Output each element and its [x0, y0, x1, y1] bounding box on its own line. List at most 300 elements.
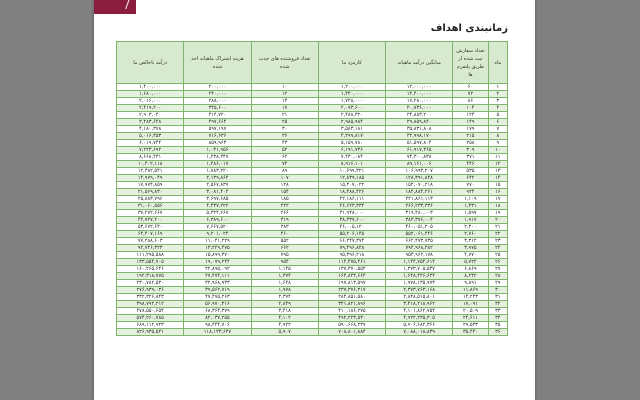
table-row — [117, 315, 508, 322]
cell-avg-income: ۷۹۴,۹۶۸,۴۸۲ — [386, 245, 453, 252]
cell-orders: ۲۵۸ — [453, 140, 488, 147]
table-row — [117, 84, 508, 91]
cell-sellers: ۵۲ — [251, 147, 318, 154]
table-row — [117, 133, 508, 140]
cell-subscription: ۴۱۴,۷۲۰ — [184, 112, 251, 119]
cell-subscription: ۲۰۰,۰۰۰ — [184, 84, 251, 91]
cell-commission: ۹۵,۳۹۶,۲۱۸ — [318, 252, 385, 259]
cell-orders: ۲۱۵ — [453, 133, 488, 140]
cell-commission: ۶۶,۲۴۷,۳۷۴ — [318, 238, 385, 245]
cell-commission: ۱۶۴,۸۴۴,۶۶۴ — [318, 273, 385, 280]
cell-sellers: ۲۱ — [251, 112, 318, 119]
cell-avg-income: ۳۱۹,۴۸۰,۰۰۳ — [386, 210, 453, 217]
cell-commission: ۳,۵۸۳,۱۸۱ — [318, 126, 385, 133]
cell-sellers: ۶۶۲ — [251, 245, 318, 252]
header-orders: تعداد سفارش ثبت شده از طریق پلتفرم ها — [453, 42, 488, 84]
cell-commission: ۱۵,۴۰۷,۰۲۲ — [318, 182, 385, 189]
cell-sellers: ۶۲ — [251, 154, 318, 161]
cell-gross-income: ۱۳۳,۵۵۴,۷۰۵ — [117, 259, 184, 266]
cell-orders: ۸۶ — [453, 98, 488, 105]
table-row — [117, 175, 508, 182]
cell-orders: ۲,۷۶۰ — [453, 231, 488, 238]
cell-sellers: ۴,۱۰۲ — [251, 315, 318, 322]
cell-orders: ۲۹,۵۳۳ — [453, 322, 488, 329]
cell-avg-income: ۱۰۶,۹۹۳,۲۰۷ — [386, 168, 453, 175]
cell-subscription: ۸۵۹,۹۶۳ — [184, 140, 251, 147]
cell-avg-income: ۶۶۲,۴۷۳,۷۳۵ — [386, 238, 453, 245]
cell-month: ۱۵ — [488, 182, 507, 189]
table-header-row — [117, 42, 508, 84]
cell-sellers: ۱۲۸ — [251, 182, 318, 189]
cell-sellers: ۱۰۷ — [251, 175, 318, 182]
cell-commission: ۴۱۰,۱۸۶,۲۷۵ — [318, 308, 385, 315]
table-row — [117, 98, 508, 105]
cell-sellers: ۳۸۳ — [251, 224, 318, 231]
cell-sellers: ۵,۹۰۷ — [251, 329, 318, 336]
cell-avg-income: ۲۴,۸۸۳,۲۰۰ — [386, 112, 453, 119]
cell-commission: ۳۱,۹۴۸,۰۰۰ — [318, 210, 385, 217]
cell-subscription: ۱,۲۳۸,۳۴۷ — [184, 154, 251, 161]
cell-sellers: ۳,۴۱۸ — [251, 308, 318, 315]
cell-commission: ۱۹۷,۸۱۳,۵۹۷ — [318, 280, 385, 287]
cell-subscription: ۲۴۰,۰۰۰ — [184, 91, 251, 98]
cell-sellers: ۱,۳۷۴ — [251, 273, 318, 280]
cell-avg-income: ۲,۸۴۸,۵۱۵,۸۰۱ — [386, 294, 453, 301]
document-page — [94, 0, 535, 400]
cell-subscription: ۱۱۸,۱۳۳,۶۴۷ — [184, 329, 251, 336]
cell-subscription: ۲,۵۶۷,۸۳۷ — [184, 182, 251, 189]
cell-subscription: ۱,۰۳۱,۹۵۶ — [184, 147, 251, 154]
cell-commission: ۱۲,۸۳۹,۱۸۵ — [318, 175, 385, 182]
cell-gross-income: ۹۲,۷۴۶,۳۲۳ — [117, 245, 184, 252]
table-row — [117, 238, 508, 245]
cell-month: ۴ — [488, 105, 507, 112]
table-row — [117, 91, 508, 98]
cell-sellers: ۳۶ — [251, 133, 318, 140]
table-row — [117, 105, 508, 112]
cell-orders: ۹,۸۹۱ — [453, 280, 488, 287]
cell-commission: ۱۰,۶۹۹,۳۲۱ — [318, 168, 385, 175]
cell-gross-income: ۳۷,۲۷۲,۶۶۷ — [117, 210, 184, 217]
cell-subscription: ۲۲,۸۹۵,۰۹۲ — [184, 266, 251, 273]
table-row — [117, 196, 508, 203]
cell-month: ۲۸ — [488, 273, 507, 280]
table-row — [117, 273, 508, 280]
table-row — [117, 147, 508, 154]
cell-month: ۳۶ — [488, 329, 507, 336]
cell-month: ۳۴ — [488, 315, 507, 322]
cell-orders: ۱,۳۳۱ — [453, 203, 488, 210]
cell-commission: ۱۳۷,۳۷۰,۵۵۴ — [318, 266, 385, 273]
cell-orders: ۱,۹۱۷ — [453, 217, 488, 224]
header-commission: کارمزد ما — [318, 42, 385, 84]
table-row — [117, 203, 508, 210]
cell-avg-income: ۵۱,۵۹۷,۸۰۴ — [386, 140, 453, 147]
cell-sellers: ۱۷ — [251, 105, 318, 112]
cell-gross-income: ۳۱,۰۶۰,۵۵۶ — [117, 203, 184, 210]
cell-orders: ۶,۸۶۹ — [453, 266, 488, 273]
cell-commission: ۵۹۰,۶۶۸,۲۳۷ — [318, 322, 385, 329]
cell-sellers: ۲۲۲ — [251, 203, 318, 210]
cell-orders: ۱۲۴ — [453, 112, 488, 119]
cell-sellers: ۱۸۵ — [251, 196, 318, 203]
table-row — [117, 252, 508, 259]
cell-gross-income: ۴۷۸,۵۵۰,۶۵۴ — [117, 308, 184, 315]
cell-sellers: ۳۱۹ — [251, 217, 318, 224]
cell-subscription: ۳۹,۵۶۲,۷۱۹ — [184, 287, 251, 294]
cell-gross-income: ۲,۴۱۹,۲۰۰ — [117, 105, 184, 112]
cell-commission: ۱۱۴,۴۷۵,۴۶۱ — [318, 259, 385, 266]
cell-month: ۹ — [488, 140, 507, 147]
cell-commission: ۲۳۷,۳۷۶,۳۱۷ — [318, 287, 385, 294]
cell-orders: ۷۷۰ — [453, 182, 488, 189]
cell-commission: ۱,۴۴۰,۰۰۰ — [318, 91, 385, 98]
cell-month: ۲۰ — [488, 217, 507, 224]
cell-subscription: ۹,۲۰۱,۰۲۴ — [184, 231, 251, 238]
cell-subscription: ۹۸,۴۴۴,۷۰۶ — [184, 322, 251, 329]
cell-sellers: ۸۹ — [251, 168, 318, 175]
cell-avg-income: ۶۱,۹۱۷,۳۶۵ — [386, 147, 453, 154]
cell-commission: ۷۰۸,۸۰۱,۸۸۴ — [318, 329, 385, 336]
cell-month: ۲۹ — [488, 280, 507, 287]
cell-orders: ۶۴۲ — [453, 175, 488, 182]
cell-subscription: ۲,۱۳۹,۸۶۴ — [184, 175, 251, 182]
cell-subscription: ۳,۶۹۷,۶۸۵ — [184, 196, 251, 203]
cell-orders: ۳۵,۴۴۰ — [453, 329, 488, 336]
cell-orders: ۶۰ — [453, 84, 488, 91]
cell-gross-income: ۱,۶۸۰,۰۰۰ — [117, 91, 184, 98]
cell-commission: ۷۹,۴۹۶,۸۴۸ — [318, 245, 385, 252]
cell-gross-income: ۱۷,۹۷۴,۸۵۹ — [117, 182, 184, 189]
cell-month: ۳۵ — [488, 322, 507, 329]
cell-gross-income: ۴۴,۷۲۷,۲۰۰ — [117, 217, 184, 224]
schedule-table — [116, 41, 508, 336]
cell-orders: ۲,۳۰۰ — [453, 224, 488, 231]
page-mark — [119, 0, 130, 9]
cell-sellers: ۴,۹۲۲ — [251, 322, 318, 329]
cell-subscription: ۳۴۵,۶۰۰ — [184, 105, 251, 112]
cell-gross-income: ۶۸۹,۱۱۲,۹۴۳ — [117, 322, 184, 329]
cell-sellers: ۱۵۴ — [251, 189, 318, 196]
cell-month: ۶ — [488, 119, 507, 126]
cell-orders: ۳۰۹ — [453, 147, 488, 154]
cell-subscription: ۴۷,۴۷۵,۲۶۳ — [184, 294, 251, 301]
cell-commission: ۱,۷۲۸,۰۰۰ — [318, 98, 385, 105]
cell-avg-income: ۱۷,۲۸۰,۰۰۰ — [386, 98, 453, 105]
cell-subscription: ۱۹,۰۷۹,۲۴۴ — [184, 259, 251, 266]
table-row — [117, 322, 508, 329]
cell-gross-income: ۸,۶۶۸,۴۳۱ — [117, 154, 184, 161]
cell-avg-income: ۲,۳۷۳,۷۶۳,۱۶۸ — [386, 287, 453, 294]
table-row — [117, 140, 508, 147]
cell-commission: ۴۹۲,۲۲۳,۵۳۰ — [318, 315, 385, 322]
cell-orders: ۱,۵۹۷ — [453, 210, 488, 217]
cell-subscription: ۲۷,۴۷۴,۱۱۱ — [184, 273, 251, 280]
cell-orders: ۲۰,۵۰۹ — [453, 308, 488, 315]
cell-sellers: ۴۳ — [251, 140, 318, 147]
cell-gross-income: ۱۶۰,۲۶۵,۶۴۶ — [117, 266, 184, 273]
cell-subscription: ۶۸,۳۶۴,۳۷۹ — [184, 308, 251, 315]
cell-subscription: ۱۳,۲۴۹,۴۷۵ — [184, 245, 251, 252]
cell-subscription: ۱,۷۸۳,۲۲۰ — [184, 168, 251, 175]
cell-avg-income: ۳,۴۱۸,۲۱۸,۹۶۲ — [386, 301, 453, 308]
cell-gross-income: ۲۱,۵۶۹,۸۳۰ — [117, 189, 184, 196]
cell-month: ۲۵ — [488, 252, 507, 259]
cell-subscription: ۶,۳۸۹,۶۰۰ — [184, 217, 251, 224]
table-row — [117, 112, 508, 119]
table-row — [117, 308, 508, 315]
cell-subscription: ۵۹۷,۱۹۷ — [184, 126, 251, 133]
cell-orders: ۳,۳۱۲ — [453, 238, 488, 245]
cell-orders: ۱۱,۸۶۹ — [453, 287, 488, 294]
header-accent-block — [94, 0, 136, 14]
cell-orders: ۴,۷۷۰ — [453, 252, 488, 259]
cell-subscription: ۵۶,۹۷۰,۳۱۶ — [184, 301, 251, 308]
cell-gross-income: ۴,۱۸۰,۳۷۸ — [117, 126, 184, 133]
cell-month: ۱۶ — [488, 189, 507, 196]
cell-subscription: ۳,۰۸۱,۴۰۴ — [184, 189, 251, 196]
cell-month: ۱۱ — [488, 154, 507, 161]
cell-gross-income: ۷۷,۲۸۸,۶۰۳ — [117, 238, 184, 245]
cell-avg-income: ۱۸۴,۸۸۴,۲۶۱ — [386, 189, 453, 196]
cell-commission: ۲۸۴,۸۵۱,۵۸۰ — [318, 294, 385, 301]
header-month: ماه — [488, 42, 507, 84]
cell-sellers: ۲۵ — [251, 119, 318, 126]
table-row — [117, 266, 508, 273]
cell-month: ۲ — [488, 91, 507, 98]
cell-avg-income: ۱۲۸,۳۹۱,۸۴۸ — [386, 175, 453, 182]
cell-orders: ۷۲ — [453, 91, 488, 98]
schedule-table-container — [116, 41, 508, 400]
cell-orders: ۱۷۹ — [453, 126, 488, 133]
table-row — [117, 280, 508, 287]
cell-sellers: ۱۰ — [251, 84, 318, 91]
cell-subscription: ۴۹۷,۶۶۴ — [184, 119, 251, 126]
cell-avg-income: ۱۲,۰۰۰,۰۰۰ — [386, 84, 453, 91]
table-row — [117, 301, 508, 308]
cell-gross-income: ۲۷۶,۹۳۹,۰۳۶ — [117, 287, 184, 294]
cell-avg-income: ۷۴,۳۰۰,۸۳۸ — [386, 154, 453, 161]
cell-month: ۲۴ — [488, 245, 507, 252]
cell-avg-income: ۱,۶۴۸,۴۴۶,۶۴۴ — [386, 273, 453, 280]
cell-month: ۱۳ — [488, 168, 507, 175]
cell-avg-income: ۱,۳۷۳,۷۰۵,۵۳۷ — [386, 266, 453, 273]
cell-month: ۲۱ — [488, 224, 507, 231]
table-row — [117, 259, 508, 266]
cell-avg-income: ۳۸۳,۳۷۶,۰۰۴ — [386, 217, 453, 224]
cell-commission: ۲,۹۸۵,۹۸۴ — [318, 119, 385, 126]
cell-gross-income: ۱۲,۴۸۲,۵۴۱ — [117, 168, 184, 175]
cell-sellers: ۷۴ — [251, 161, 318, 168]
cell-orders: ۱۰۴ — [453, 105, 488, 112]
cell-month: ۵ — [488, 112, 507, 119]
cell-commission: ۳۸,۳۳۷,۶۰۰ — [318, 217, 385, 224]
cell-gross-income: ۱,۴۰۰,۰۰۰ — [117, 84, 184, 91]
cell-month: ۳۲ — [488, 301, 507, 308]
cell-subscription: ۷۱۶,۶۳۶ — [184, 133, 251, 140]
table-body — [117, 84, 508, 336]
cell-subscription: ۷,۶۶۷,۵۲۰ — [184, 224, 251, 231]
table-row — [117, 287, 508, 294]
cell-commission: ۴۶,۰۰۵,۱۲۰ — [318, 224, 385, 231]
cell-commission: ۲,۰۷۳,۶۰۰ — [318, 105, 385, 112]
cell-avg-income: ۱,۹۷۸,۱۳۵,۹۷۳ — [386, 280, 453, 287]
cell-gross-income: ۸۲۶,۹۳۵,۵۳۱ — [117, 329, 184, 336]
cell-sellers: ۱,۹۷۸ — [251, 287, 318, 294]
cell-commission: ۲,۴۸۸,۳۲۰ — [318, 112, 385, 119]
cell-month: ۱ — [488, 84, 507, 91]
cell-subscription: ۱۵,۸۹۹,۳۷۰ — [184, 252, 251, 259]
cell-avg-income: ۲۶۶,۲۳۳,۳۳۶ — [386, 203, 453, 210]
cell-gross-income: ۶,۰۱۹,۷۴۴ — [117, 140, 184, 147]
cell-month: ۷ — [488, 126, 507, 133]
cell-avg-income: ۱۵۴,۰۷۰,۲۱۸ — [386, 182, 453, 189]
cell-gross-income: ۲,۰۱۶,۰۰۰ — [117, 98, 184, 105]
cell-commission: ۵۵,۲۰۶,۱۴۵ — [318, 231, 385, 238]
cell-gross-income: ۱۰,۴۰۲,۱۱۸ — [117, 161, 184, 168]
cell-orders: ۵۳۵ — [453, 168, 488, 175]
header-sellers: تعداد فروشنده های جذب شده — [251, 42, 318, 84]
cell-subscription: ۲۸۸,۰۰۰ — [184, 98, 251, 105]
cell-sellers: ۲,۳۷۴ — [251, 294, 318, 301]
cell-avg-income: ۱,۱۴۴,۷۵۴,۶۱۴ — [386, 259, 453, 266]
cell-orders: ۱۷,۰۹۱ — [453, 301, 488, 308]
cell-month: ۲۷ — [488, 266, 507, 273]
table-row — [117, 161, 508, 168]
section-title: زمانبندی اهداف — [430, 23, 508, 34]
cell-gross-income: ۶۴,۴۰۷,۱۶۹ — [117, 231, 184, 238]
cell-sellers: ۱,۱۴۵ — [251, 266, 318, 273]
cell-commission: ۱۸,۴۸۸,۴۲۶ — [318, 189, 385, 196]
cell-sellers: ۲,۸۴۹ — [251, 301, 318, 308]
cell-month: ۲۳ — [488, 238, 507, 245]
cell-commission: ۵,۱۵۹,۷۸۰ — [318, 140, 385, 147]
cell-commission: ۱,۲۰۰,۰۰۰ — [318, 84, 385, 91]
table-row — [117, 210, 508, 217]
cell-orders: ۸,۲۴۲ — [453, 273, 488, 280]
table-row — [117, 231, 508, 238]
cell-orders: ۹۲۴ — [453, 189, 488, 196]
cell-month: ۳۱ — [488, 294, 507, 301]
cell-month: ۲۶ — [488, 259, 507, 266]
cell-avg-income: ۲۹,۸۵۹,۸۴۰ — [386, 119, 453, 126]
table-row — [117, 154, 508, 161]
cell-avg-income: ۷,۰۸۸,۰۱۸,۸۳۹ — [386, 329, 453, 336]
cell-avg-income: ۳۵,۸۳۱,۸۰۸ — [386, 126, 453, 133]
cell-month: ۳۳ — [488, 308, 507, 315]
cell-subscription: ۳۲,۹۶۸,۹۳۳ — [184, 280, 251, 287]
cell-gross-income: ۲,۹۰۳,۰۴۰ — [117, 112, 184, 119]
cell-avg-income: ۴۲,۹۹۸,۱۷۰ — [386, 133, 453, 140]
cell-sellers: ۵۵۲ — [251, 238, 318, 245]
cell-month: ۸ — [488, 133, 507, 140]
cell-gross-income: ۲۵,۸۸۳,۷۹۶ — [117, 196, 184, 203]
header-gross-income: درآمد ناخالص ما — [117, 42, 184, 84]
cell-month: ۱۰ — [488, 147, 507, 154]
cell-gross-income: ۷,۲۲۳,۶۹۲ — [117, 147, 184, 154]
cell-avg-income: ۴۶۰,۰۵۱,۲۰۵ — [386, 224, 453, 231]
cell-avg-income: ۲۲۱,۸۶۱,۱۱۳ — [386, 196, 453, 203]
cell-sellers: ۱۲ — [251, 91, 318, 98]
cell-orders: ۲۴,۶۱۱ — [453, 315, 488, 322]
cell-month: ۳ — [488, 98, 507, 105]
cell-month: ۱۴ — [488, 175, 507, 182]
cell-gross-income: ۲۳۰,۷۸۲,۵۳۰ — [117, 280, 184, 287]
cell-gross-income: ۳۹۸,۷۹۲,۲۱۲ — [117, 301, 184, 308]
cell-commission: ۳۴۱,۸۲۱,۸۹۶ — [318, 301, 385, 308]
cell-commission: ۲۶,۶۲۳,۳۳۴ — [318, 203, 385, 210]
cell-avg-income: ۲۰,۷۳۶,۰۰۰ — [386, 105, 453, 112]
cell-avg-income: ۴,۹۲۲,۲۳۵,۳۰۵ — [386, 315, 453, 322]
cell-commission: ۲۲,۱۸۶,۱۱۱ — [318, 196, 385, 203]
cell-commission: ۷,۴۳۰,۰۸۴ — [318, 154, 385, 161]
cell-gross-income: ۵,۰۱۶,۴۵۳ — [117, 133, 184, 140]
cell-gross-income: ۳۳۲,۳۲۶,۸۴۳ — [117, 294, 184, 301]
cell-subscription: ۴,۴۳۷,۲۲۲ — [184, 203, 251, 210]
cell-gross-income: ۱۹۲,۳۱۸,۷۷۵ — [117, 273, 184, 280]
cell-gross-income: ۳,۴۸۳,۶۴۸ — [117, 119, 184, 126]
cell-avg-income: ۵,۹۰۶,۶۸۲,۳۶۶ — [386, 322, 453, 329]
cell-commission: ۸,۹۱۶,۱۰۱ — [318, 161, 385, 168]
table-row — [117, 182, 508, 189]
cell-month: ۳۰ — [488, 287, 507, 294]
table-row — [117, 245, 508, 252]
cell-avg-income: ۵۵۲,۰۶۱,۴۴۶ — [386, 231, 453, 238]
cell-orders: ۱۴,۲۴۳ — [453, 294, 488, 301]
cell-month: ۱۷ — [488, 196, 507, 203]
table-row — [117, 168, 508, 175]
cell-avg-income: ۴,۱۰۱,۸۶۲,۷۵۴ — [386, 308, 453, 315]
cell-gross-income: ۱۴,۹۷۹,۰۴۹ — [117, 175, 184, 182]
cell-month: ۱۲ — [488, 161, 507, 168]
table-row — [117, 224, 508, 231]
table-row — [117, 217, 508, 224]
cell-sellers: ۹۵۴ — [251, 259, 318, 266]
cell-avg-income: ۱۴,۴۰۰,۰۰۰ — [386, 91, 453, 98]
cell-sellers: ۱,۶۴۸ — [251, 280, 318, 287]
cell-orders: ۳,۹۷۵ — [453, 245, 488, 252]
cell-subscription: ۱,۴۸۶,۰۱۷ — [184, 161, 251, 168]
cell-sellers: ۱۴ — [251, 98, 318, 105]
cell-avg-income: ۸۹,۱۶۱,۰۰۶ — [386, 161, 453, 168]
cell-gross-income: ۱۱۱,۲۹۵,۵۸۸ — [117, 252, 184, 259]
cell-subscription: ۵,۳۲۴,۶۶۷ — [184, 210, 251, 217]
cell-subscription: ۱۱,۰۴۱,۲۲۹ — [184, 238, 251, 245]
cell-orders: ۱,۱۰۹ — [453, 196, 488, 203]
cell-gross-income: ۵۷۴,۲۶۰,۷۸۵ — [117, 315, 184, 322]
table-row — [117, 126, 508, 133]
cell-orders: ۳۷۱ — [453, 154, 488, 161]
cell-commission: ۶,۱۹۱,۷۳۶ — [318, 147, 385, 154]
cell-month: ۱۸ — [488, 203, 507, 210]
table-row — [117, 119, 508, 126]
cell-sellers: ۲۶۶ — [251, 210, 318, 217]
cell-orders: ۵,۷۲۴ — [453, 259, 488, 266]
cell-orders: ۱۴۹ — [453, 119, 488, 126]
header-avg-income: میانگین درآمد ماهیانه — [386, 42, 453, 84]
cell-sellers: ۴۶۰ — [251, 231, 318, 238]
cell-subscription: ۸۲,۰۳۷,۲۵۵ — [184, 315, 251, 322]
cell-month: ۱۹ — [488, 210, 507, 217]
cell-month: ۲۲ — [488, 231, 507, 238]
header-subscription: هزینه اشتراک ماهیانه اخذ شده — [184, 42, 251, 84]
cell-commission: ۴,۲۹۹,۸۱۷ — [318, 133, 385, 140]
table-row — [117, 189, 508, 196]
table-row — [117, 294, 508, 301]
cell-gross-income: ۵۳,۶۷۲,۶۴۰ — [117, 224, 184, 231]
table-row — [117, 329, 508, 336]
cell-orders: ۴۴۶ — [453, 161, 488, 168]
